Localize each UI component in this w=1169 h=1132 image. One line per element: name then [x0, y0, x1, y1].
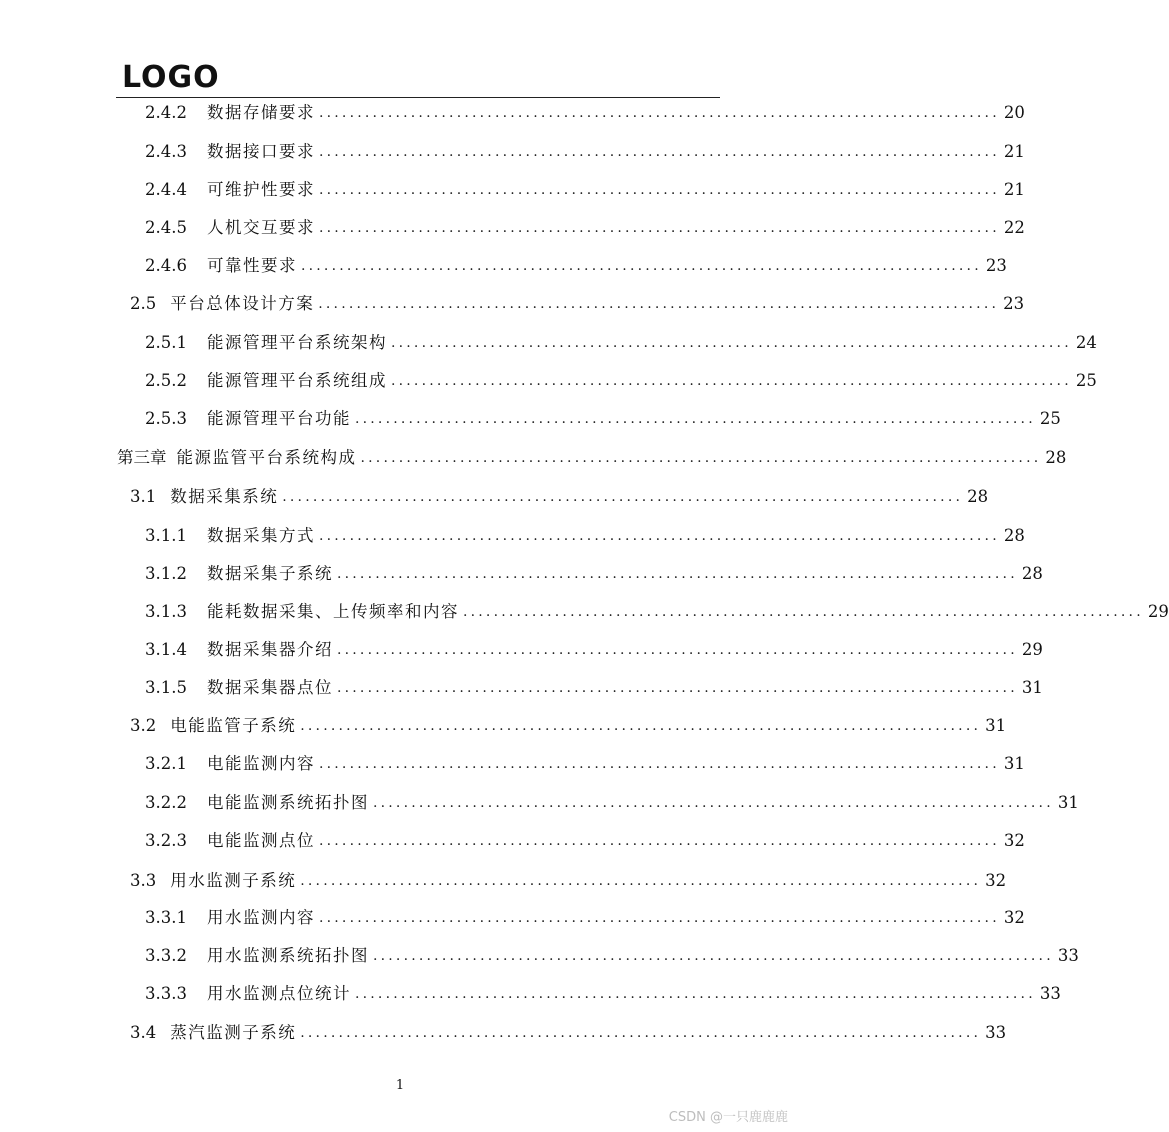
toc-number: 2.4.5	[145, 218, 187, 237]
toc-page: 31	[1021, 678, 1043, 697]
toc-page: 25	[1039, 409, 1061, 428]
toc-title: 用水监测系统拓扑图	[206, 946, 369, 965]
toc-page: 32	[1003, 908, 1025, 927]
toc-leader: .........................................................................................	[282, 489, 964, 505]
toc-entry[interactable]	[145, 216, 1025, 240]
toc-title: 能源管理平台系统组成	[206, 371, 387, 390]
toc-leader: .........................................................................................	[300, 718, 982, 734]
toc-number: 2.5.1	[145, 333, 187, 352]
toc-title: 数据采集方式	[206, 526, 315, 545]
toc-entry[interactable]	[145, 254, 1007, 278]
toc-leader: .........................................................................................	[360, 450, 1042, 466]
header-rule	[116, 97, 720, 98]
toc-entry[interactable]	[117, 446, 1067, 470]
toc-title: 数据采集子系统	[206, 564, 333, 583]
toc-entry[interactable]	[145, 638, 1043, 662]
toc-leader: .........................................................................................	[300, 873, 982, 889]
toc-entry[interactable]	[130, 292, 1025, 316]
toc-page: 23	[985, 256, 1007, 275]
toc-entry[interactable]	[145, 101, 1025, 125]
toc-number: 2.5	[130, 294, 157, 313]
toc-page: 28	[1045, 448, 1067, 467]
toc-entry[interactable]	[145, 407, 1061, 431]
toc-leader: .........................................................................................	[300, 258, 982, 274]
toc-leader: .........................................................................................	[318, 910, 1000, 926]
toc-leader: .........................................................................................	[318, 105, 1000, 121]
toc-page: 32	[1003, 831, 1025, 850]
toc-number: 2.4.3	[145, 142, 187, 161]
toc-title: 可维护性要求	[206, 180, 315, 199]
toc-number: 3.1.5	[145, 678, 187, 697]
toc-number: 3.4	[130, 1023, 157, 1042]
toc-entry[interactable]	[130, 714, 1007, 738]
toc-leader: .........................................................................................	[300, 1025, 982, 1041]
toc-number: 2.4.6	[145, 256, 187, 275]
toc-title: 数据接口要求	[206, 142, 315, 161]
toc-entry[interactable]	[145, 600, 1169, 624]
toc-entry[interactable]	[145, 829, 1025, 853]
toc-page: 29	[1147, 602, 1169, 621]
toc-entry[interactable]	[145, 944, 1079, 968]
toc-title: 能源管理平台系统架构	[206, 333, 387, 352]
logo: LOGO	[122, 60, 220, 95]
toc-page: 28	[1021, 564, 1043, 583]
toc-entry[interactable]	[145, 562, 1043, 586]
toc-number: 3.2	[130, 716, 157, 735]
toc-leader: .........................................................................................	[318, 756, 1000, 772]
toc-entry[interactable]	[145, 752, 1025, 776]
page-number: 1	[395, 1078, 405, 1093]
toc-leader: .........................................................................................	[336, 680, 1018, 696]
toc-number: 第三章	[117, 448, 167, 467]
toc-leader: .........................................................................................	[372, 795, 1054, 811]
toc-number: 3.2.2	[145, 793, 187, 812]
toc-page: 25	[1075, 371, 1097, 390]
toc-title: 电能监管子系统	[170, 716, 297, 735]
toc-title: 数据采集器点位	[206, 678, 333, 697]
toc-title: 数据存储要求	[206, 103, 315, 122]
toc-number: 3.1.2	[145, 564, 187, 583]
toc-leader: .........................................................................................	[390, 335, 1072, 351]
toc-title: 平台总体设计方案	[170, 294, 315, 313]
toc-leader: .........................................................................................	[336, 642, 1018, 658]
toc-leader: .........................................................................................	[318, 833, 1000, 849]
toc-page: 21	[1003, 142, 1025, 161]
toc-page: 31	[985, 716, 1007, 735]
toc-page: 28	[1003, 526, 1025, 545]
toc-entry[interactable]	[130, 869, 1007, 893]
toc-entry[interactable]	[145, 331, 1097, 355]
toc-page: 31	[1003, 754, 1025, 773]
toc-page: 23	[1003, 294, 1025, 313]
toc-title: 人机交互要求	[206, 218, 315, 237]
toc-number: 3.1.4	[145, 640, 187, 659]
toc-entry[interactable]	[145, 369, 1097, 393]
toc-leader: .........................................................................................	[318, 528, 1000, 544]
toc-leader: .........................................................................................	[354, 411, 1036, 427]
toc-entry[interactable]	[130, 485, 989, 509]
toc-page: 29	[1021, 640, 1043, 659]
toc-number: 3.3.2	[145, 946, 187, 965]
toc-title: 用水监测子系统	[170, 871, 297, 890]
toc-leader: .........................................................................................	[318, 296, 1000, 312]
toc-number: 3.1	[130, 487, 157, 506]
toc-number: 2.5.3	[145, 409, 187, 428]
toc-title: 能源监管平台系统构成	[176, 448, 357, 467]
toc-entry[interactable]	[145, 178, 1025, 202]
toc-number: 3.2.1	[145, 754, 187, 773]
toc-number: 3.1.3	[145, 602, 187, 621]
toc-page: 24	[1075, 333, 1097, 352]
toc-leader: .........................................................................................	[372, 948, 1054, 964]
toc-number: 3.1.1	[145, 526, 187, 545]
toc-title: 蒸汽监测子系统	[170, 1023, 297, 1042]
toc-leader: .........................................................................................	[318, 220, 1000, 236]
toc-leader: .........................................................................................	[390, 373, 1072, 389]
toc-number: 3.3.3	[145, 984, 187, 1003]
toc-entry[interactable]	[145, 906, 1025, 930]
toc-number: 3.2.3	[145, 831, 187, 850]
toc-title: 数据采集系统	[170, 487, 279, 506]
toc-entry[interactable]	[145, 676, 1043, 700]
toc-leader: .........................................................................................	[462, 604, 1144, 620]
toc-entry[interactable]	[145, 982, 1061, 1006]
toc-title: 能源管理平台功能	[206, 409, 351, 428]
toc-title: 可靠性要求	[206, 256, 297, 275]
toc-page: 20	[1003, 103, 1025, 122]
toc-page: 33	[985, 1023, 1007, 1042]
toc-title: 电能监测系统拓扑图	[206, 793, 369, 812]
toc-page: 33	[1057, 946, 1079, 965]
toc-page: 21	[1003, 180, 1025, 199]
toc-number: 2.4.2	[145, 103, 187, 122]
toc-title: 能耗数据采集、上传频率和内容	[206, 602, 459, 621]
toc-leader: .........................................................................................	[336, 566, 1018, 582]
toc-title: 电能监测点位	[206, 831, 315, 850]
toc-page: 31	[1057, 793, 1079, 812]
toc-page: 32	[985, 871, 1007, 890]
toc-entry[interactable]	[130, 1021, 1007, 1045]
toc-title: 用水监测点位统计	[206, 984, 351, 1003]
toc-entry[interactable]	[145, 791, 1079, 815]
toc-entry[interactable]	[145, 524, 1025, 548]
toc-number: 2.5.2	[145, 371, 187, 390]
toc-leader: .........................................................................................	[318, 182, 1000, 198]
toc-page: 22	[1003, 218, 1025, 237]
toc-title: 用水监测内容	[206, 908, 315, 927]
toc-title: 电能监测内容	[206, 754, 315, 773]
watermark: CSDN @一只鹿鹿鹿	[668, 1110, 788, 1125]
toc-page: 28	[967, 487, 989, 506]
toc-number: 2.4.4	[145, 180, 187, 199]
toc-page: 33	[1039, 984, 1061, 1003]
toc-number: 3.3	[130, 871, 157, 890]
toc-leader: .........................................................................................	[318, 144, 1000, 160]
toc-entry[interactable]	[145, 140, 1025, 164]
toc-number: 3.3.1	[145, 908, 187, 927]
toc-title: 数据采集器介绍	[206, 640, 333, 659]
toc-leader: .........................................................................................	[354, 986, 1036, 1002]
